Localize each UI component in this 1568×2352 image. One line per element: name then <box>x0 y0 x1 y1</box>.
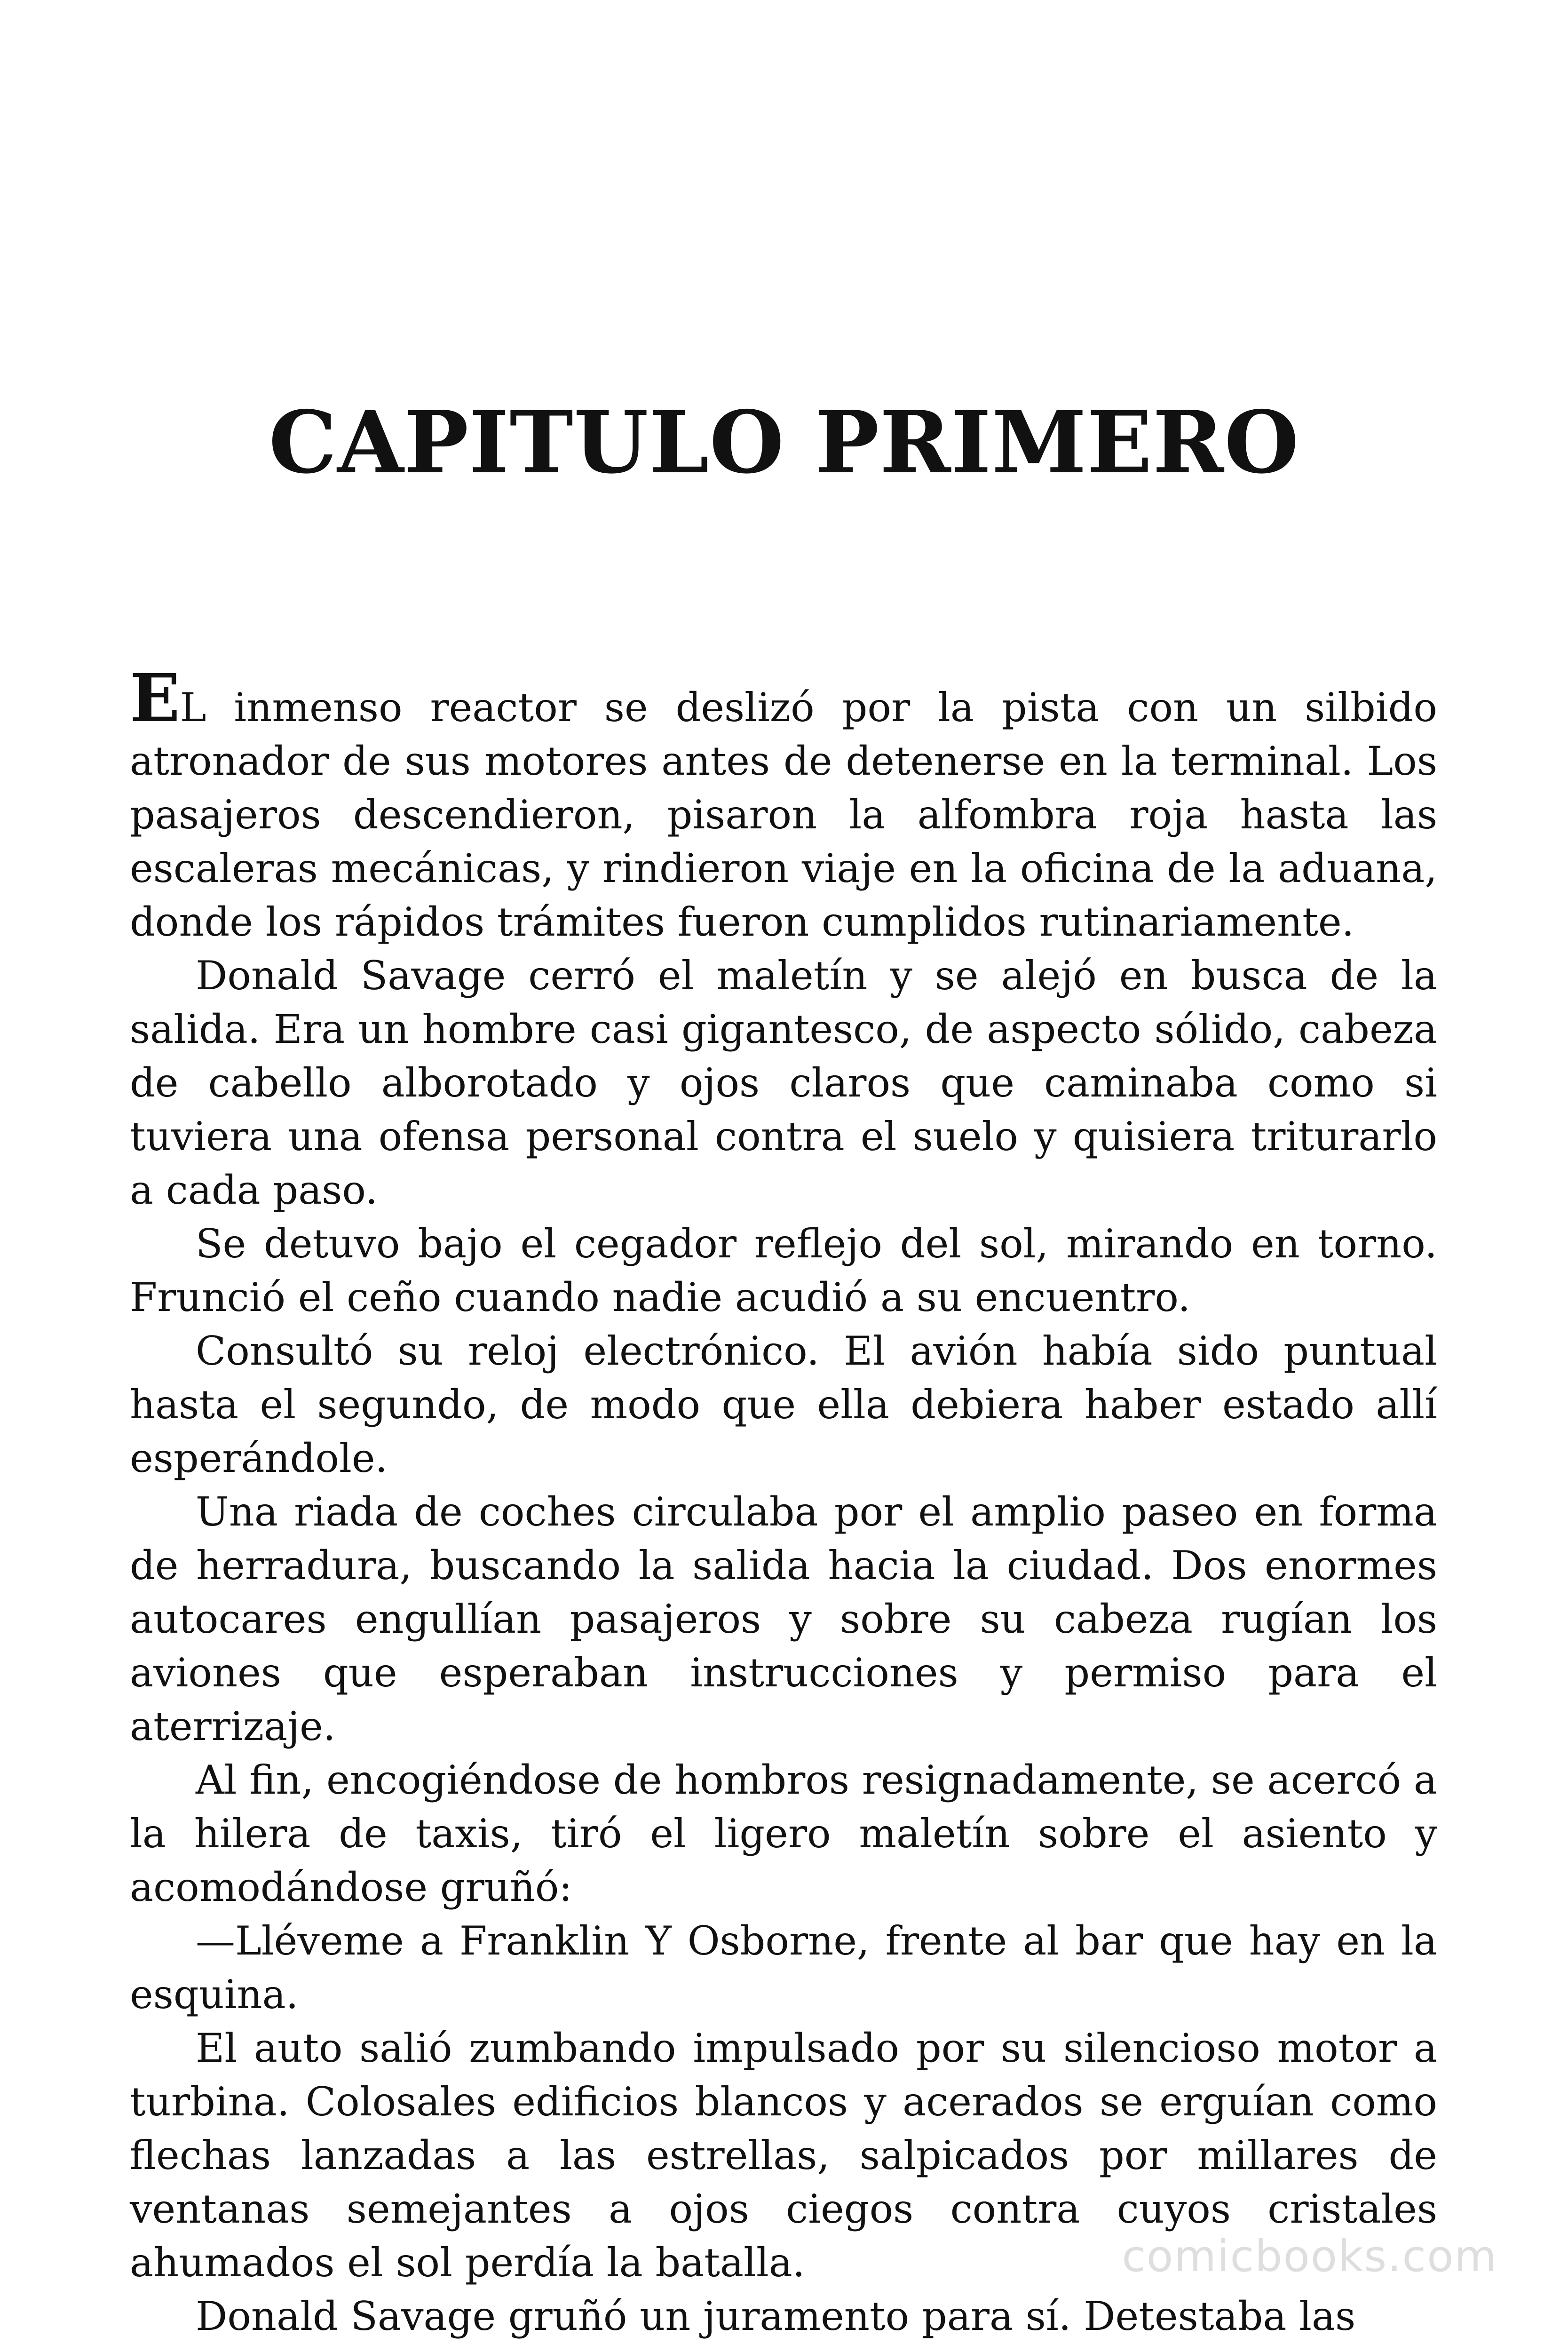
chapter-title: CAPITULO PRIMERO <box>269 392 1299 493</box>
paragraph-3: Se detuvo bajo el cegador reflejo del sol, mirando en torno. Frunció el ceño cuando nadie acudió a su encuentro. <box>130 1221 1437 1320</box>
drop-initial: E <box>130 660 180 737</box>
paragraph-8: El auto salió zumbando impulsado por su silencioso motor a turbina. Colosales edificios blancos y acerados se erguían como flechas lanzadas a las estrellas, salpicados por millares de ventanas semejantes a ojos ciegos contra cuyos cristales ahumados el sol perdía la batalla. <box>130 2025 1437 2286</box>
paragraph-text: L inmenso reactor se deslizó por la pista con un silbido atronador de sus motores antes de detenerse en la terminal. Los pasajeros descendieron, pisaron la alfombra roja hasta las escaleras mecánicas, y rindieron viaje en la oficina de la aduana, donde los rápidos trámites fueron cumplidos rutinariamente. <box>130 684 1437 945</box>
watermark: comicbooks.com <box>1122 2231 1497 2281</box>
chapter-body <box>130 660 1437 2343</box>
paragraph-6: Al fin, encogiéndose de hombros resignadamente, se acercó a la hilera de taxis, tiró el ligero maletín sobre el asiento y acomodándose gruñó: <box>130 1757 1437 1910</box>
paragraph-5: Una riada de coches circulaba por el amplio paseo en forma de herradura, buscando la salida hacia la ciudad. Dos enormes autocares engullían pasajeros y sobre su cabeza rugían los aviones que esperaban instrucciones y permiso para el aterrizaje. <box>130 1489 1437 1749</box>
paragraph-1 <box>130 660 1437 949</box>
paragraph-7-dialogue: —Lléveme a Franklin Y Osborne, frente al bar que hay en la esquina. <box>130 1918 1437 2018</box>
paragraph-4: Consultó su reloj electrónico. El avión había sido puntual hasta el segundo, de modo que ella debiera haber estado allí esperándole. <box>130 1328 1437 1481</box>
paragraph-9: Donald Savage gruñó un juramento para sí. Detestaba las <box>196 2293 1356 2339</box>
paragraph-2: Donald Savage cerró el maletín y se alejó en busca de la salida. Era un hombre casi gigantesco, de aspecto sólido, cabeza de cabello alborotado y ojos claros que caminaba como si tuviera una ofensa personal contra el suelo y quisiera triturarlo a cada paso. <box>130 953 1437 1213</box>
